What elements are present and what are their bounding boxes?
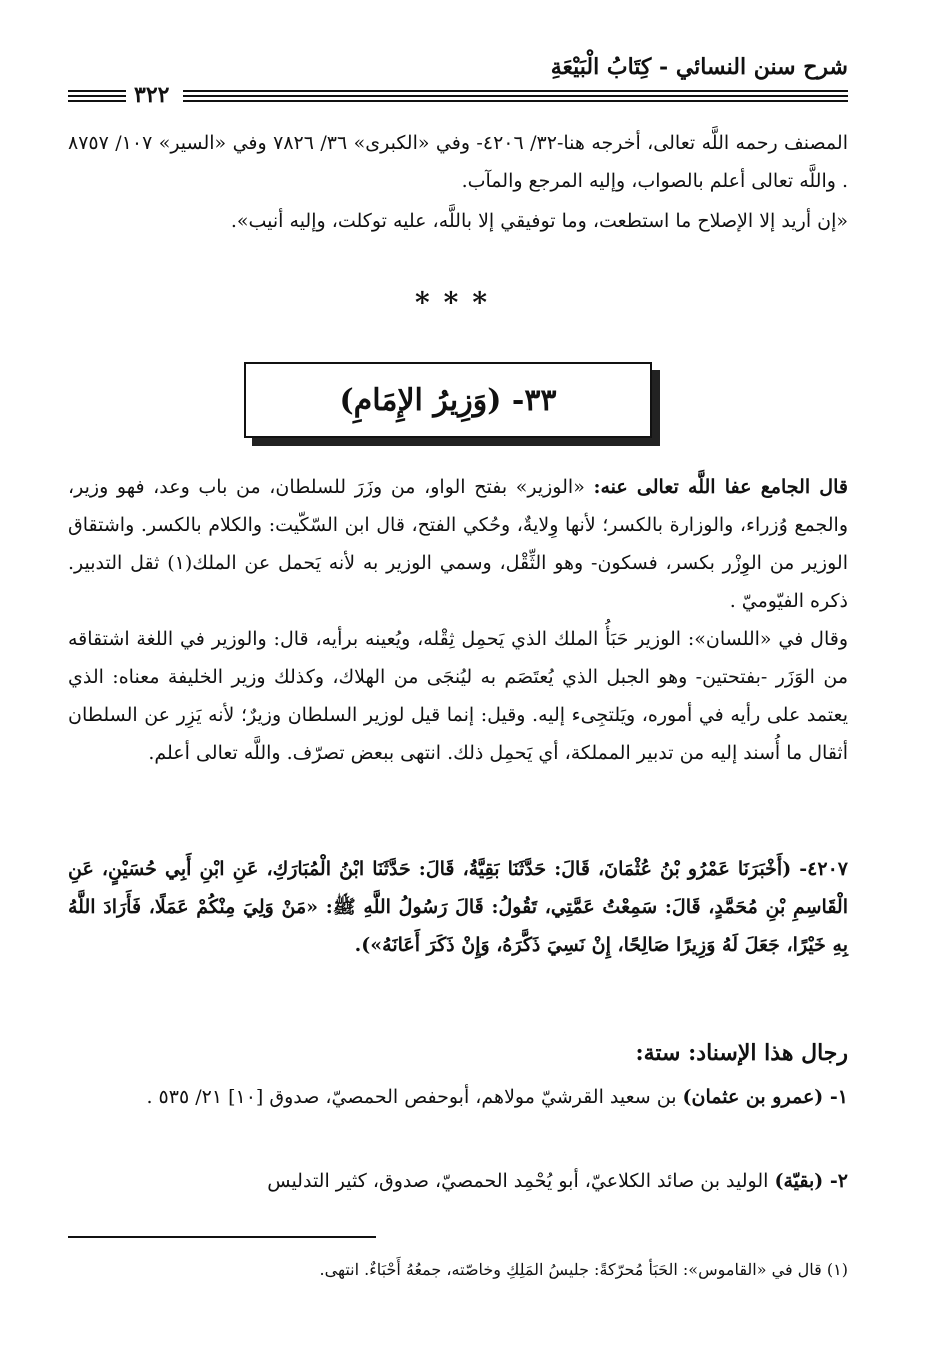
narrator-1-name: ١- (عمرو بن عثمان) xyxy=(682,1086,848,1108)
narrator-2 xyxy=(68,1162,848,1200)
footnote: (١) قال في «القاموس»: الحَبَأ مُحرّكةً: جليسُ المَلِكِ وخاصّته، جمعُهُ أَحْبَاءٌ. انتهى. xyxy=(319,1260,848,1279)
running-header-title: شرح سنن النسائي - كِتَابُ الْبَيْعَةِ xyxy=(550,54,848,80)
narrators-heading: رجال هذا الإسناد: ستة: xyxy=(635,1040,848,1066)
header-rule xyxy=(183,90,848,102)
closing-quote-paragraph: «إن أريد إلا الإصلاح ما استطعت، وما توفيقي إلا باللَّه، عليه توكلت، وإليه أنيب». xyxy=(230,210,848,232)
commentary-paragraph xyxy=(68,468,848,620)
page-number: ٣٢٢ xyxy=(134,82,170,108)
commentary-lead: قال الجامع عفا اللَّه تعالى عنه: xyxy=(593,476,848,498)
header-rule-short xyxy=(68,90,126,102)
narrator-1 xyxy=(68,1078,848,1116)
chapter-title: ٣٣- (وَزِيرُ الإِمَامِ) xyxy=(339,382,557,418)
lisan-paragraph: وقال في «اللسان»: الوزير حَبَأُ الملك الذي يَحمِل ثِقْله، ويُعينه برأيه، قال: والوزير في اللغة اشتقاقه من الوَزَر -بفتحتين- وهو الجبل الذي يُعتَصَم به ليُنجَى من الهلاك، وكذلك وزير الخليفة معناه: الذي يعتمد على رأيه في أموره، ويَلتجِىء إليه. وقيل: إنما قيل لوزير السلطان وزيرٌ؛ لأنه يَزِر عن السلطان أثقال ما أُسند إليه من تدبير المملكة، أي يَحمِل ذلك. انتهى ببعض تصرّف. واللَّه تعالى أعلم. xyxy=(68,628,848,764)
narrator-2-name: ٢- (بقيّة) xyxy=(774,1170,848,1192)
chapter-title-box xyxy=(244,362,652,438)
intro-paragraph: المصنف رحمه اللَّه تعالى، أخرجه هنا-٣٢/ ٤٢٠٦- وفي «الكبرى» ٣٦/ ٧٨٢٦ وفي «السير» ١٠٧/ ٨٧٥٧ . واللَّه تعالى أعلم بالصواب، وإليه المرجع والمآب. xyxy=(68,132,848,192)
narrator-2-text: الوليد بن صائد الكلاعيّ، أبو يُحْمِد الحمصيّ، صدوق، كثير التدليس xyxy=(267,1170,775,1192)
page xyxy=(68,40,848,1340)
narrator-1-text: بن سعيد القرشيّ مولاهم، أبوحفص الحمصيّ، صدوق [١٠] ٢١/ ٥٣٥ . xyxy=(146,1086,683,1108)
footnote-rule xyxy=(68,1236,376,1238)
commentary-text: «الوزير» بفتح الواو، من وزَرَ للسلطان، من باب وعد، فهو وزير، والجمع وُزراء، والوزارة بالكسر؛ لأنها وِلايةٌ، وحُكي الفتح، قال ابن السّكّيت: والكلام بالكسر. واشتقاق الوزير من الوِزْر بكسر، فسكون- وهو الثِّقْل، وسمي الوزير به لأنه يَحمل عن الملك(١) ثقل التدبير. ذكره الفيّوميّ . xyxy=(68,476,848,612)
section-separator: *** xyxy=(415,286,501,319)
hadith-text: ٤٢٠٧- (أَخْبَرَنَا عَمْرُو بْنُ عُثْمَانَ، قَالَ: حَدَّثَنَا بَقِيَّةُ، قَالَ: حَدَّثَنَا ابْنُ الْمُبَارَكِ، عَنِ ابْنِ أَبِي حُسَيْنٍ، عَنِ الْقَاسِمِ بْنِ مُحَمَّدٍ، قَالَ: سَمِعْتُ عَمَّتِي، تَقُولُ: قَالَ رَسُولُ اللَّهِ ﷺ: «مَنْ وَلِيَ مِنْكُمْ عَمَلًا، فَأَرَادَ اللَّهُ بِهِ خَيْرًا، جَعَلَ لَهُ وَزِيرًا صَالِحًا، إِنْ نَسِيَ ذَكَّرَهُ، وَإِنْ ذَكَرَ أَعَانَهُ»). xyxy=(68,858,848,956)
